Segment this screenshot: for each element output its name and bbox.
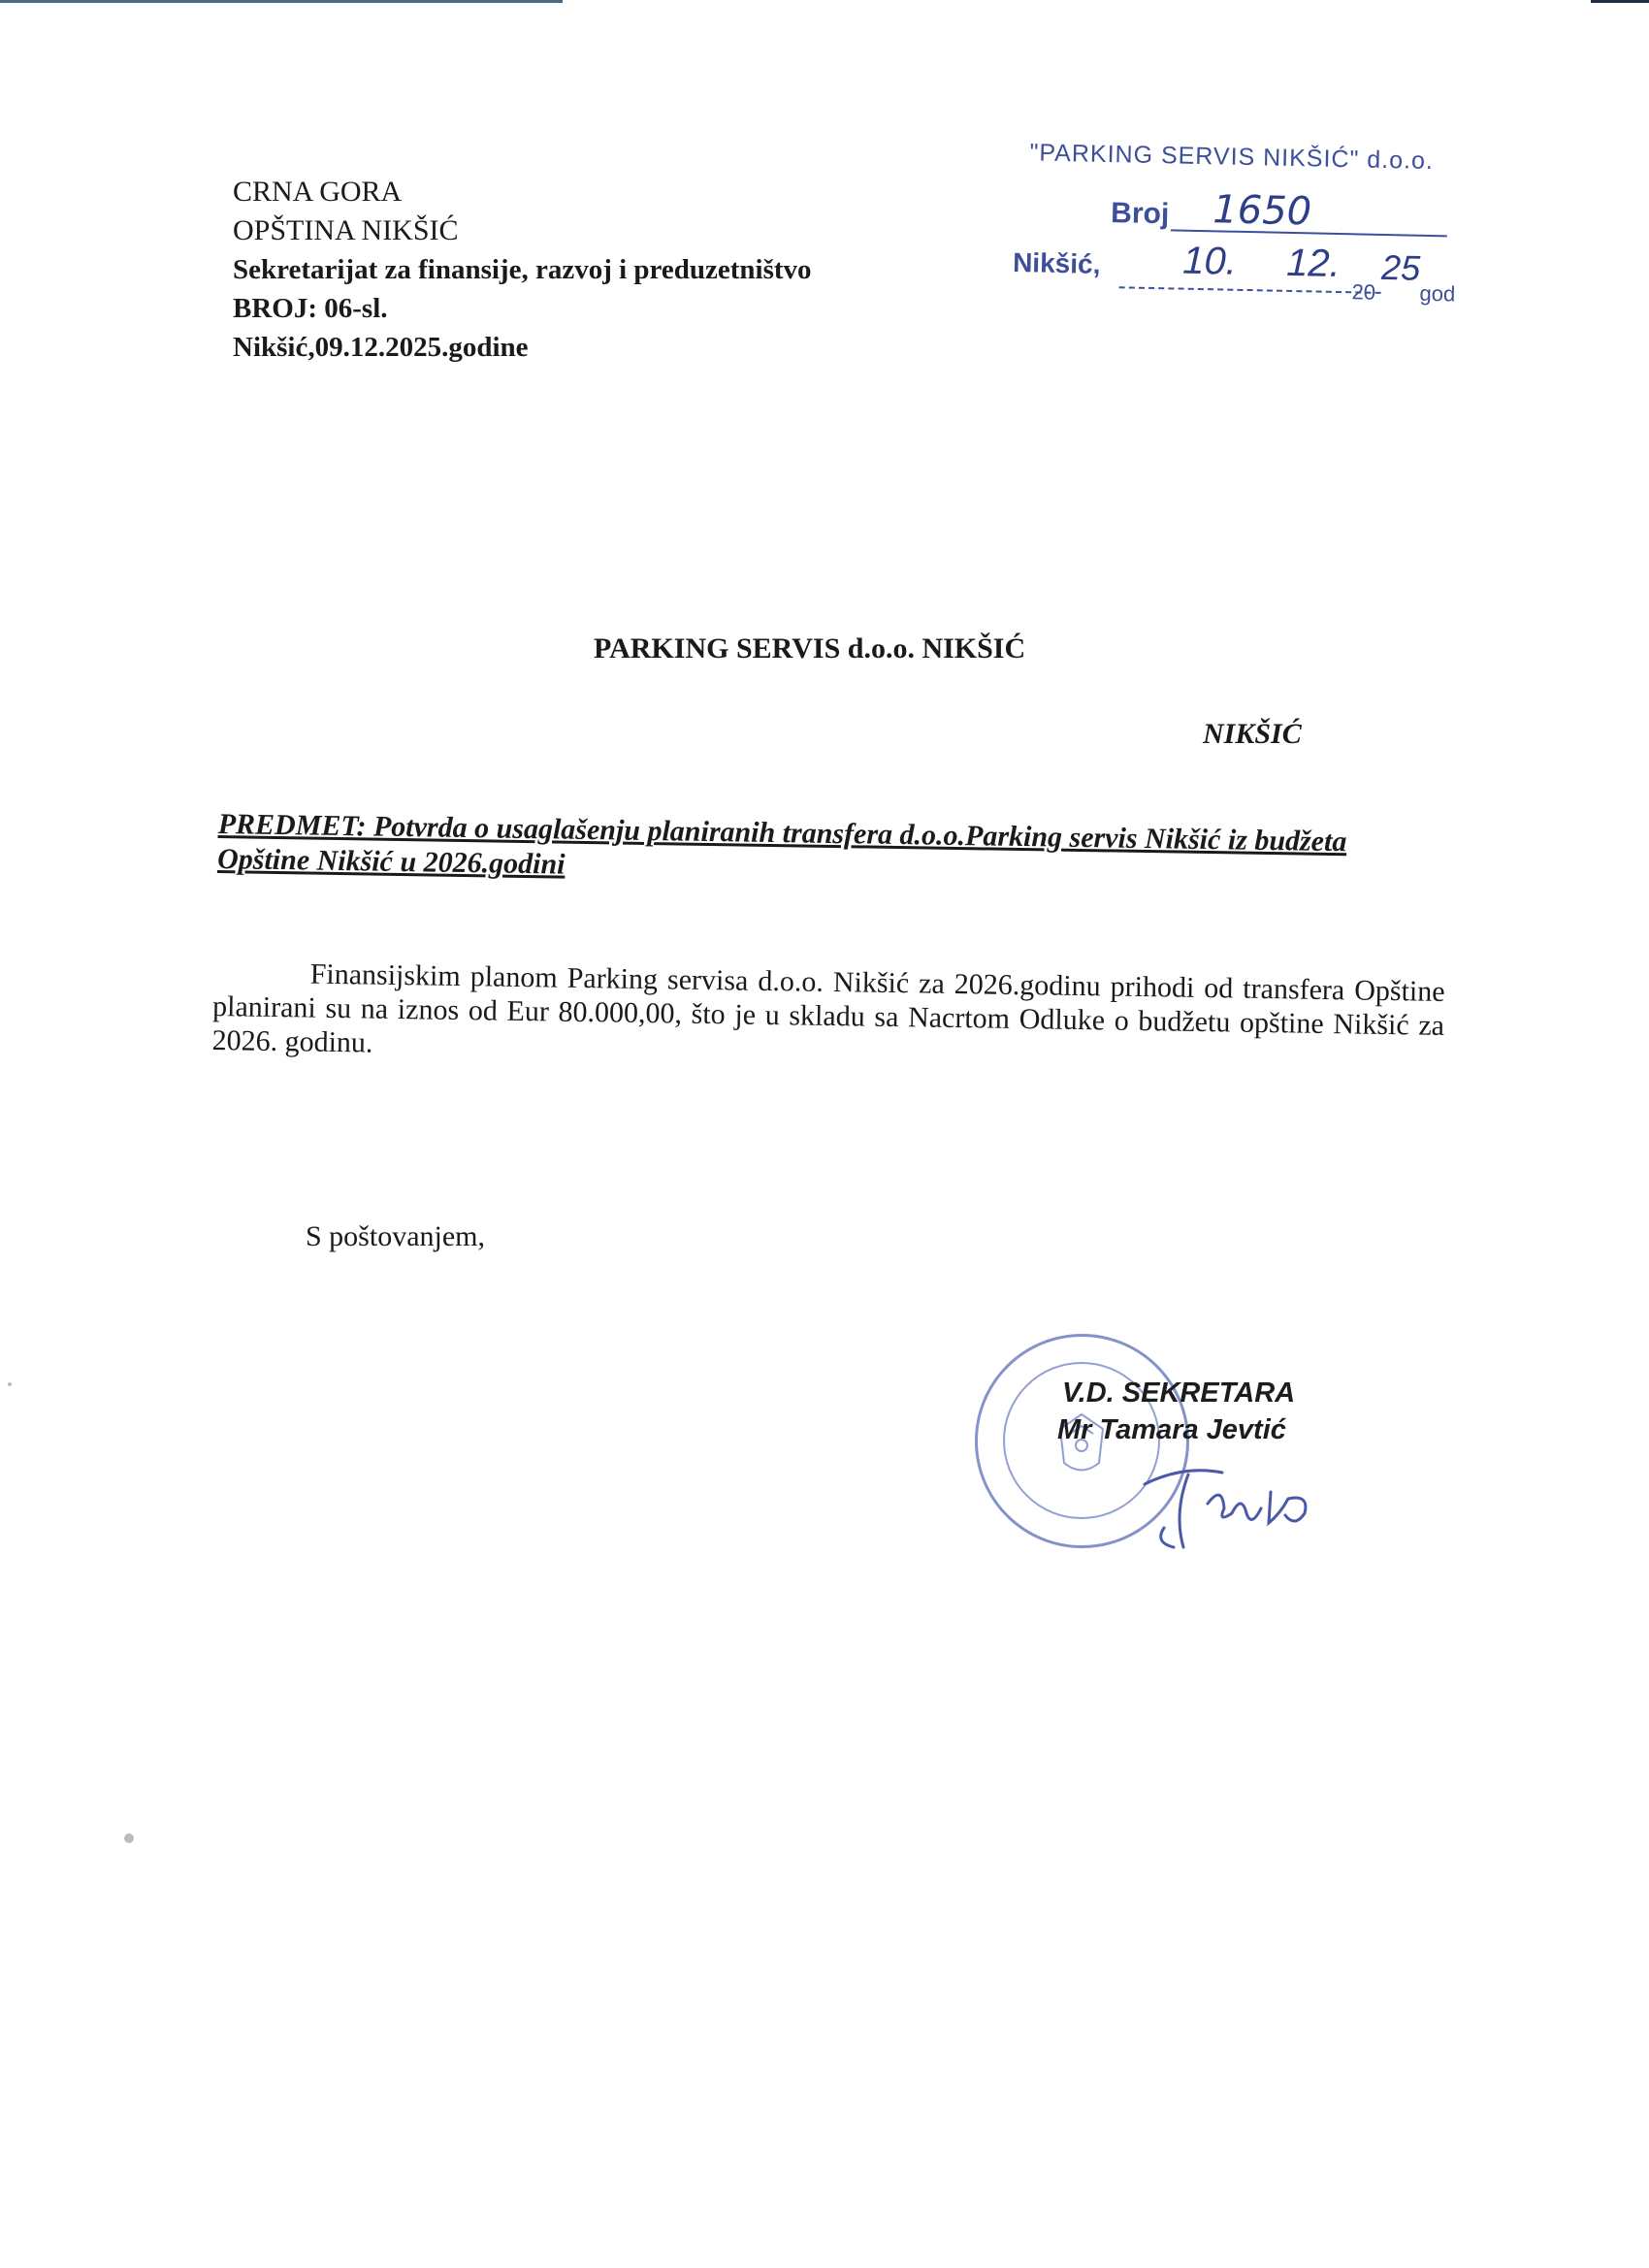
received-stamp <box>1012 139 1480 313</box>
greeting: S poštovanjem, <box>306 1220 485 1252</box>
stamp-year-value: 25 <box>1380 246 1421 288</box>
sender-country: CRNA GORA <box>233 176 403 208</box>
handwritten-signature <box>1116 1455 1339 1562</box>
stamp-number-value: 1650 <box>1212 187 1312 235</box>
sender-department: Sekretarijat za finansije, razvoj i preduzetništvo <box>233 254 812 285</box>
sender-heading <box>233 173 812 250</box>
stamp-date-month: 12. <box>1285 241 1342 286</box>
sender-municipality: OPŠTINA NIKŠIĆ <box>233 214 459 246</box>
stamp-year-suffix: god <box>1419 280 1456 307</box>
signatory-title: V.D. SEKRETARA <box>1062 1377 1296 1409</box>
scan-edge-line <box>0 0 563 3</box>
stamp-number-label: Broj <box>1110 197 1170 231</box>
stamp-place-line <box>1119 286 1381 294</box>
sender-block <box>233 173 812 367</box>
stamp-company: "PARKING SERVIS NIKŠIĆ" d.o.o. <box>1029 139 1435 176</box>
sender-place-date: Nikšić,09.12.2025.godine <box>233 332 529 363</box>
scan-speck <box>124 1833 134 1843</box>
scan-speck <box>8 1382 12 1386</box>
sender-number: BROJ: 06-sl. <box>233 293 388 324</box>
subject-line: PREDMET: Potvrda o usaglašenju planiranih transfera d.o.o.Parking servis Nikšić iz budžeta Opštine Nikšić u 2026.godini <box>216 807 1347 881</box>
scan-edge-line-right <box>1591 0 1649 3</box>
recipient-name: PARKING SERVIS d.o.o. NIKŠIĆ <box>594 632 1026 664</box>
body-paragraph: Finansijskim planom Parking servisa d.o.o. Nikšić za 2026.godinu prihodi od transfera Opštine planirani su na iznos od Eur 80.000,00, što je u skladu sa Nacrtom Odluke o budžetu opštine Nikšić za 2026. godinu. <box>211 957 1445 1059</box>
stamp-date-day: 10. <box>1181 239 1238 283</box>
signatory-name: Mr Tamara Jevtić <box>1057 1414 1286 1445</box>
stamp-year-prefix: 20 <box>1351 279 1376 305</box>
recipient-city: NIKŠIĆ <box>1203 718 1302 750</box>
stamp-place-label: Nikšić, <box>1012 246 1101 279</box>
